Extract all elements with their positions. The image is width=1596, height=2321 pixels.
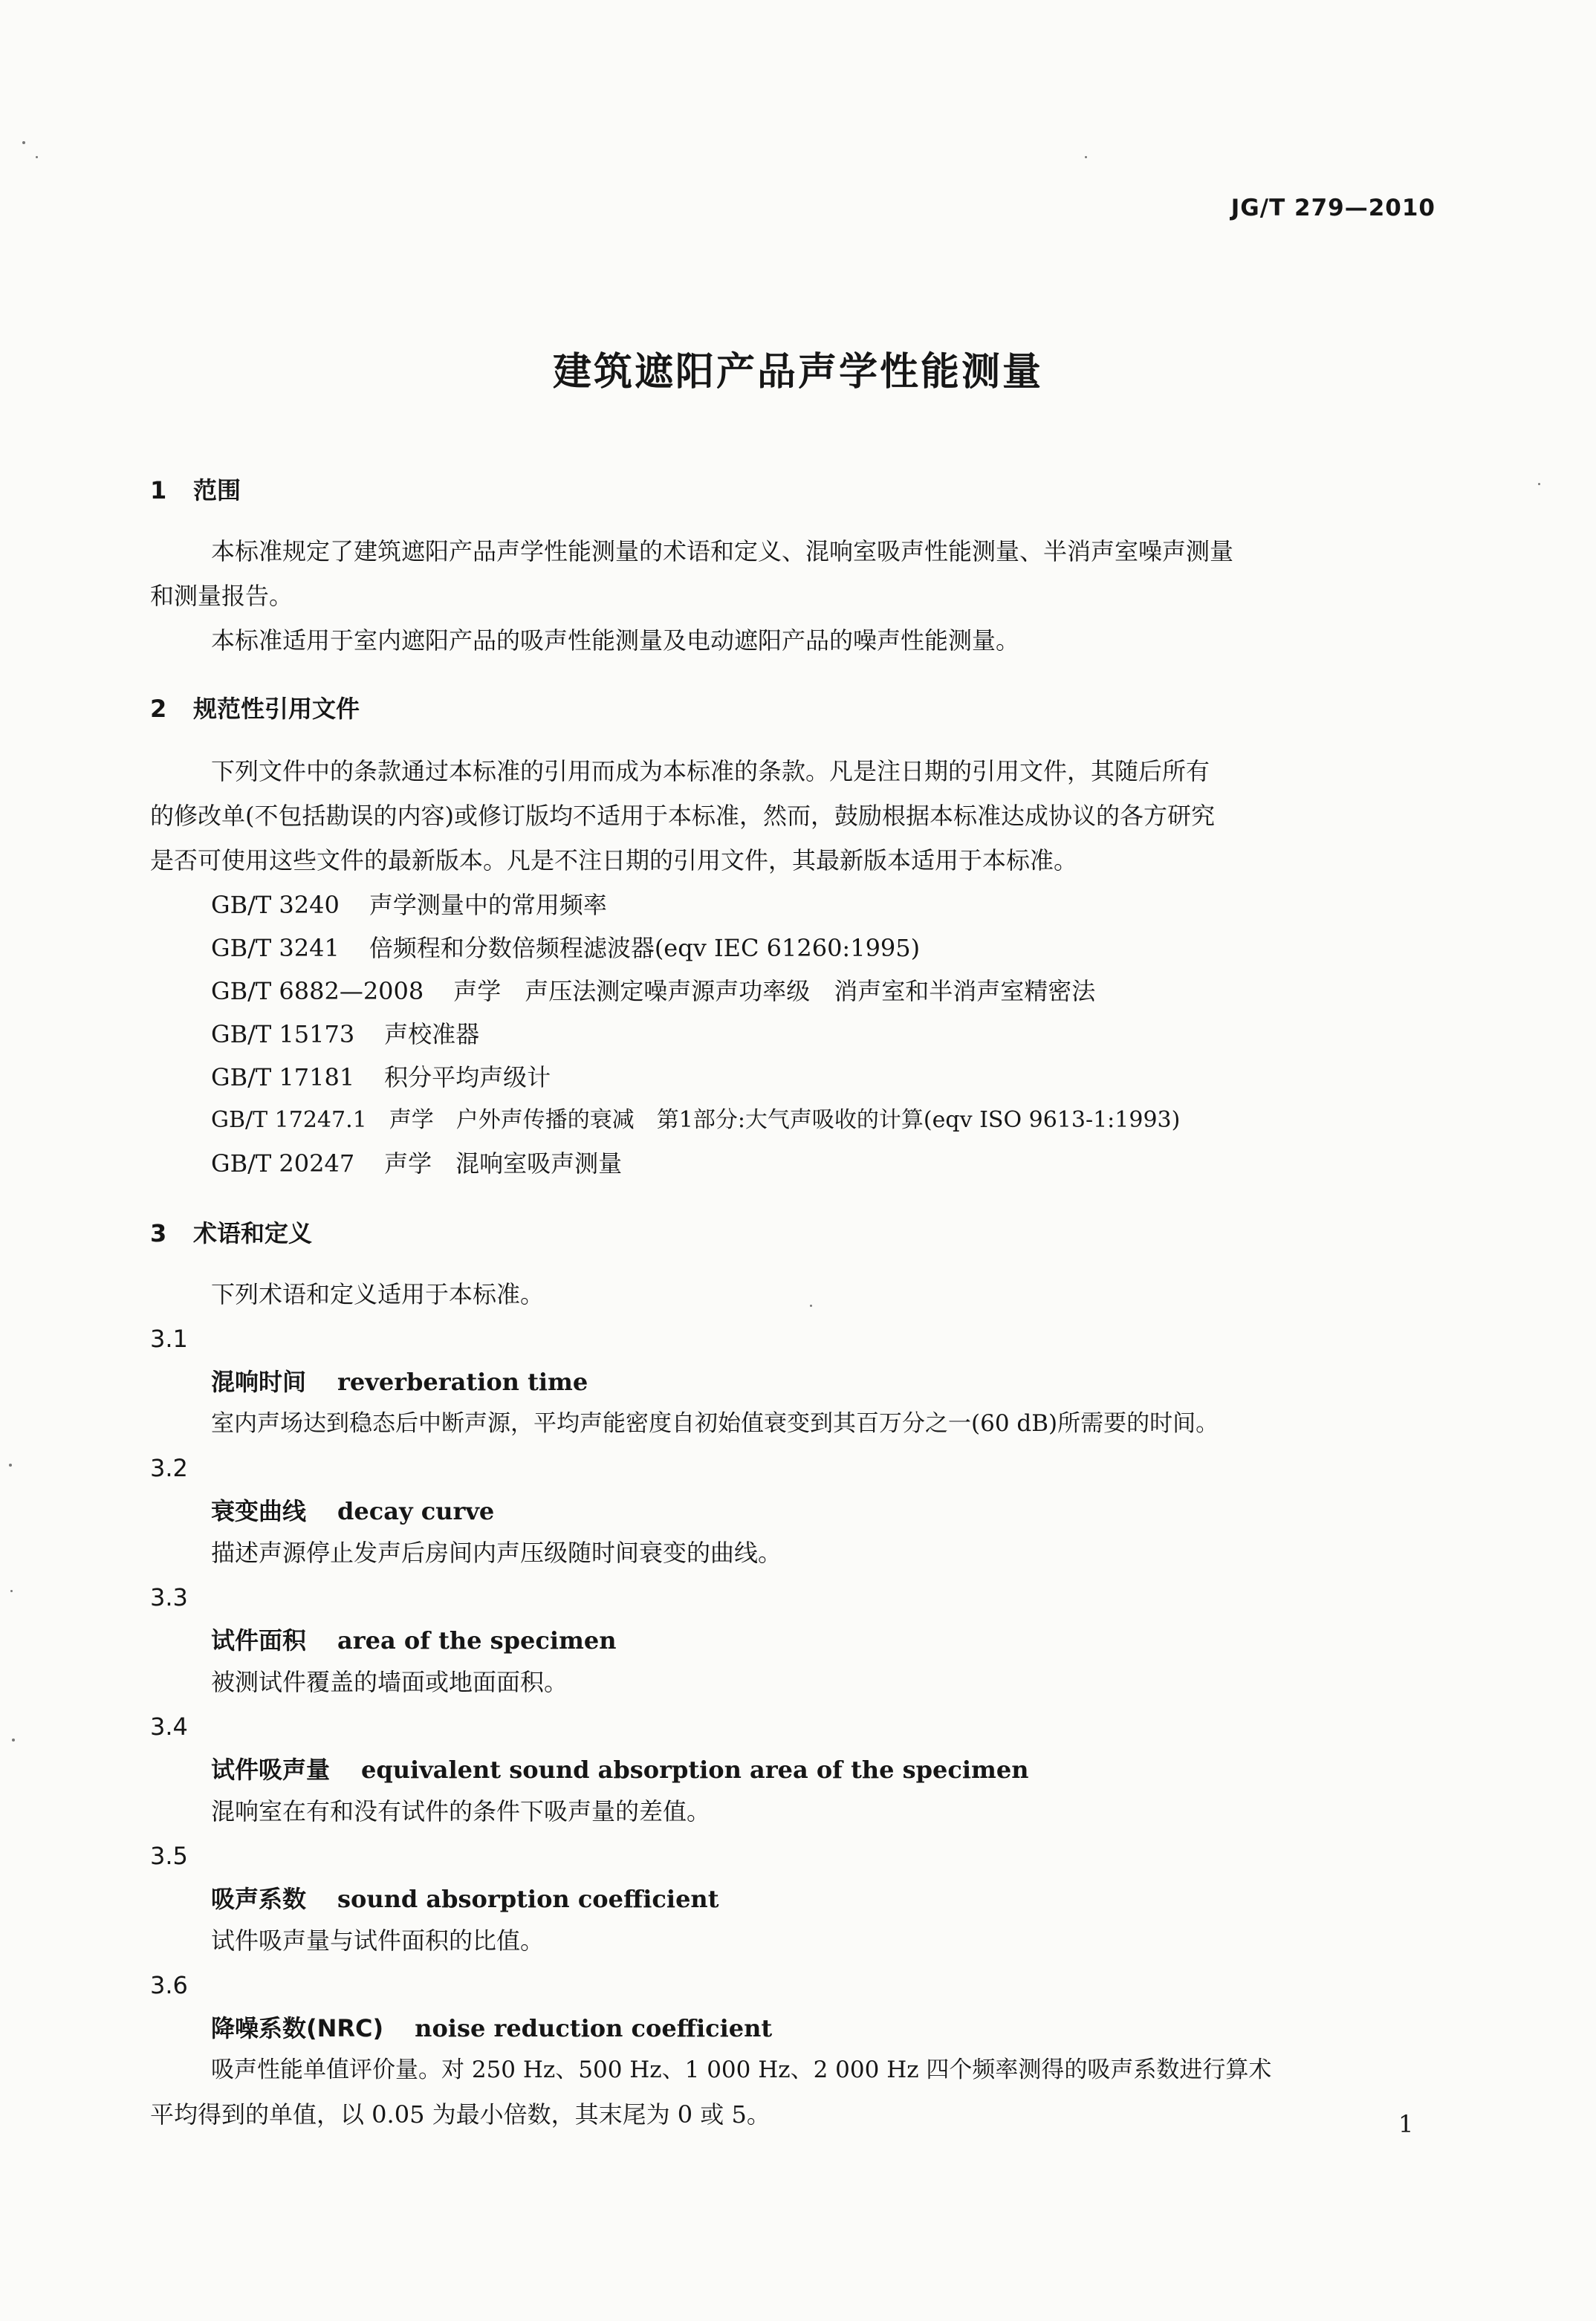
reference-title: 倍频程和分数倍频程滤波器(eqv IEC 61260:1995): [369, 934, 921, 962]
page-number: 1: [1398, 2110, 1414, 2138]
scan-speck: [1538, 483, 1540, 485]
term-definition: 描述声源停止发声后房间内声压级随时间衰变的曲线。: [211, 1539, 782, 1567]
scan-speck: [1085, 156, 1087, 158]
term-definition: 被测试件覆盖的墙面或地面面积。: [211, 1668, 568, 1696]
term-number: 3.1: [150, 1325, 188, 1353]
reference-item: [211, 890, 607, 920]
term-zh: 试件吸声量: [211, 1756, 331, 1784]
term-zh: 衰变曲线: [211, 1497, 307, 1525]
term-en: decay curve: [337, 1497, 495, 1525]
reference-item: [211, 976, 1095, 1006]
reference-code: GB/T 15173: [211, 1020, 355, 1048]
paragraph-line: 下列术语和定义适用于本标准。: [211, 1280, 545, 1308]
reference-item: [211, 1106, 1180, 1135]
scan-speck: [12, 1739, 15, 1741]
term-heading: [211, 2013, 772, 2043]
term-definition-continued: 平均得到的单值，以 0.05 为最小倍数，其末尾为 0 或 5。: [150, 2100, 771, 2129]
term-definition: 室内声场达到稳态后中断声源，平均声能密度自初始值衰变到其百万分之一(60 dB)所需要的时间。: [211, 1410, 1219, 1437]
term-en: equivalent sound absorption area of the specimen: [361, 1756, 1029, 1784]
reference-title: 声学 声压法测定噪声源声功率级 消声室和半消声室精密法: [453, 977, 1096, 1005]
reference-title: 声学 户外声传播的衰减 第1部分:大气声吸收的计算(eqv ISO 9613-1:1993): [389, 1107, 1181, 1133]
reference-code: GB/T 17181: [211, 1063, 355, 1091]
section-title: 范围: [193, 476, 241, 504]
scan-speck: [810, 1305, 812, 1307]
section-2-heading: [150, 694, 360, 724]
standard-code: JG/T 279—2010: [1230, 195, 1436, 221]
term-heading: [211, 1755, 1029, 1785]
reference-code: GB/T 3241: [211, 934, 340, 962]
paragraph-line: 本标准规定了建筑遮阳产品声学性能测量的术语和定义、混响室吸声性能测量、半消声室噪声测量: [211, 537, 1234, 565]
reference-title: 声学测量中的常用频率: [369, 891, 607, 919]
term-number: 3.3: [150, 1583, 188, 1611]
reference-item: [211, 1149, 622, 1178]
term-en: reverberation time: [337, 1368, 588, 1396]
term-zh: 试件面积: [211, 1626, 307, 1655]
scan-speck: [10, 1590, 13, 1592]
term-definition: 试件吸声量与试件面积的比值。: [211, 1926, 545, 1955]
scan-speck: [22, 141, 25, 144]
reference-item: [211, 933, 920, 963]
section-number: 3: [150, 1219, 167, 1247]
term-heading: [211, 1367, 588, 1397]
section-1-heading: [150, 475, 241, 505]
reference-title: 声学 混响室吸声测量: [384, 1149, 623, 1178]
reference-code: GB/T 17247.1: [211, 1107, 367, 1133]
document-title: 建筑遮阳产品声学性能测量: [552, 350, 1043, 395]
term-en: sound absorption coefficient: [337, 1885, 719, 1913]
scan-speck: [9, 1464, 12, 1467]
paragraph-line: 和测量报告。: [150, 582, 293, 610]
term-definition: 混响室在有和没有试件的条件下吸声量的差值。: [211, 1797, 711, 1825]
reference-title: 声校准器: [384, 1020, 480, 1048]
term-en: area of the specimen: [337, 1626, 617, 1655]
section-number: 1: [150, 476, 167, 504]
term-zh: 吸声系数: [211, 1885, 307, 1913]
scan-speck: [36, 156, 38, 158]
term-heading: [211, 1626, 617, 1655]
section-3-heading: [150, 1218, 312, 1248]
term-definition: 吸声性能单值评价量。对 250 Hz、500 Hz、1 000 Hz、2 000 Hz 四个频率测得的吸声系数进行算术: [211, 2057, 1272, 2083]
reference-title: 积分平均声级计: [384, 1063, 551, 1091]
term-heading: [211, 1496, 494, 1526]
term-number: 3.4: [150, 1713, 188, 1741]
paragraph-line: 是否可使用这些文件的最新版本。凡是不注日期的引用文件，其最新版本适用于本标准。: [150, 846, 1078, 874]
term-en: noise reduction coefficient: [415, 2014, 773, 2042]
term-number: 3.6: [150, 1971, 188, 1999]
reference-code: GB/T 3240: [211, 891, 340, 919]
term-zh: 降噪系数(NRC): [211, 2014, 384, 2042]
paragraph-line: 本标准适用于室内遮阳产品的吸声性能测量及电动遮阳产品的噪声性能测量。: [211, 626, 1020, 655]
paragraph-line: 下列文件中的条款通过本标准的引用而成为本标准的条款。凡是注日期的引用文件，其随后所有: [211, 757, 1210, 785]
reference-item: [211, 1062, 551, 1092]
term-number: 3.2: [150, 1454, 188, 1482]
section-title: 术语和定义: [193, 1219, 313, 1247]
reference-item: [211, 1019, 479, 1049]
section-number: 2: [150, 695, 167, 723]
section-title: 规范性引用文件: [193, 695, 360, 723]
reference-code: GB/T 20247: [211, 1149, 355, 1178]
reference-code: GB/T 6882—2008: [211, 977, 424, 1005]
paragraph-line: 的修改单(不包括勘误的内容)或修订版均不适用于本标准，然而，鼓励根据本标准达成协议的各方研究: [150, 802, 1215, 830]
term-heading: [211, 1884, 718, 1914]
term-zh: 混响时间: [211, 1368, 307, 1396]
term-number: 3.5: [150, 1842, 188, 1870]
